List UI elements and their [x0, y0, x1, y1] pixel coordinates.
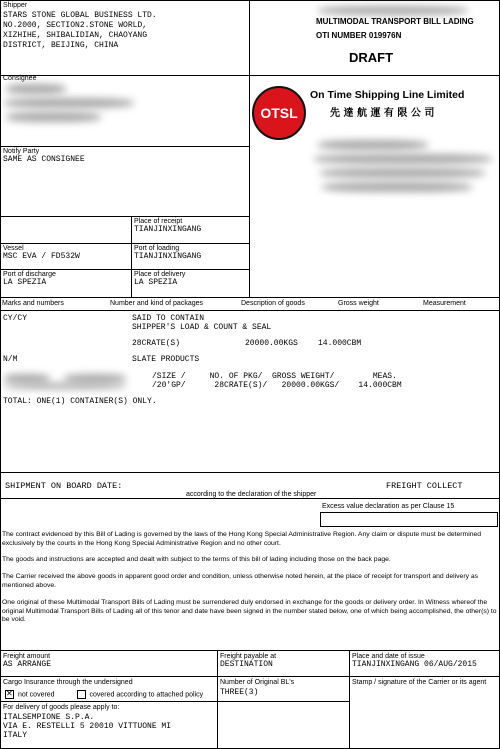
divider-receipt [0, 243, 249, 244]
redacted-container-3 [4, 383, 126, 389]
shipper-line-1: STARS STONE GLOBAL BUSINESS LTD. [3, 11, 157, 20]
divider-routing [0, 297, 500, 298]
redacted-carrier-4 [322, 182, 472, 192]
terms-received: The Carrier received the above goods in apparent good order and condition, unless otherwise noted herein, at the place of receipt for transport and delivery as mentioned above. [2, 573, 479, 589]
terms-acceptance: The goods and instructions are accepted and dealt with subject to the terms of this bill of lading including those on the back page. [2, 556, 391, 563]
cargo-marks-2: N/M [3, 355, 18, 364]
redacted-carrier-2 [314, 154, 492, 164]
freight-payable-value: DESTINATION [220, 660, 273, 669]
delivery-place-label: Place of delivery [134, 271, 186, 278]
shipper-line-3: XIZHIHE, SHIBALIDIAN, CHAOYANG [3, 31, 148, 40]
consignee-label: Consignee [3, 75, 37, 82]
vertical-divider-routing [131, 216, 132, 297]
header-kind: Number and kind of packages [110, 300, 203, 307]
vessel-value: MSC EVA / FD532W [3, 252, 80, 261]
delivery-line-2: VIA E. RESTELLI 5 20010 VITTUONE MI [3, 722, 172, 731]
vertical-divider-upper [249, 0, 250, 297]
discharge-label: Port of discharge [3, 271, 56, 278]
delivery-apply-label: For delivery of goods please apply to: [3, 704, 120, 711]
cargo-kgs: 20000.00KGS [245, 339, 298, 348]
carrier-name-cn: 先 達 航 運 有 限 公 司 [330, 108, 435, 119]
cargo-summary-row-2: /20'GP/ 28CRATE(S)/ 20000.00KGS/ 14.000CBM [152, 381, 402, 390]
shipper-line-4: DISTRICT, BEIJING, CHINA [3, 41, 119, 50]
onboard-date-label: SHIPMENT ON BOARD DATE: [5, 481, 123, 491]
shipper-label: Shipper [3, 2, 28, 9]
oti-number: OTI NUMBER 019976N [316, 31, 402, 40]
cargo-cbm: 14.000CBM [318, 339, 362, 348]
delivery-line-1: ITALSEMPIONE S.P.A. [3, 713, 95, 722]
draft-stamp: DRAFT [349, 50, 394, 65]
divider-terms [0, 650, 500, 651]
discharge-value: LA SPEZIA [3, 278, 47, 287]
terms-originals: One original of these Multimodal Transport Bills of Lading must be surrendered duly endorsed in exchange for the goods or delivery order. In Witness whereof the original Multimodal Transport Bills of Lading all of this tenor and date have been signed in the number stated below, one of which being accomplished, the other(s) to be void. [2, 599, 497, 623]
divider-notify [0, 216, 249, 217]
originals-value: THREE(3) [220, 688, 259, 697]
header-weight: Gross weight [338, 300, 379, 307]
excess-value-box [320, 512, 498, 527]
divider-cargo [0, 472, 500, 473]
originals-label: Number of Original BL's [220, 679, 295, 686]
notify-value: SAME AS CONSIGNEE [3, 155, 85, 164]
cargo-marks-1: CY/CY [3, 314, 28, 323]
shipper-line-2: NO.2000, SECTION2.STONE WORLD, [3, 21, 148, 30]
divider-cargo-headers [0, 310, 500, 311]
logo-text: OTSL [260, 105, 298, 121]
notify-label: Notify Party [3, 148, 40, 155]
divider-vessel [0, 269, 249, 270]
redacted-carrier-1 [318, 140, 428, 150]
cargo-total: TOTAL: ONE(1) CONTAINER(S) ONLY. [3, 397, 157, 406]
redacted-consignee-3 [6, 112, 101, 122]
freight-amount-value: AS ARRANGE [3, 660, 52, 669]
not-covered-label: not covered [18, 691, 55, 699]
covered-label: covered according to attached policy [89, 691, 204, 699]
loading-value: TIANJINXINGANG [134, 252, 202, 261]
redacted-consignee-1 [6, 84, 66, 94]
receipt-label: Place of receipt [134, 218, 183, 225]
delivery-place-value: LA SPEZIA [134, 278, 178, 287]
freight-collect: FREIGHT COLLECT [386, 481, 463, 491]
not-covered-checkbox[interactable] [5, 690, 14, 699]
divider-footer-2 [0, 701, 349, 702]
vessel-label: Vessel [3, 245, 24, 252]
cargo-product: SLATE PRODUCTS [132, 355, 200, 364]
terms-governing-law: The contract evidenced by this Bill of Lading is governed by the laws of the Hong Kong Special Administrative Region. Any claim or dispute must be determined exclusively by the courts in the Hong Kong Special Administrative Region and no other court. [2, 531, 482, 547]
top-border [0, 0, 500, 1]
otsl-logo [252, 86, 306, 140]
freight-payable-label: Freight payable at [220, 653, 277, 660]
redacted-carrier-3 [320, 168, 485, 178]
covered-checkbox[interactable] [77, 690, 86, 699]
cargo-crates: 28CRATE(S) [132, 339, 181, 348]
doc-title: MULTIMODAL TRANSPORT BILL LADING [316, 17, 474, 26]
loading-label: Port of loading [134, 245, 180, 252]
vertical-divider-footer-1 [217, 650, 218, 749]
delivery-line-3: ITALY [3, 731, 28, 740]
cargo-said: SAID TO CONTAIN [132, 314, 205, 323]
according-declaration: according to the declaration of the shipper [186, 491, 317, 498]
carrier-name: On Time Shipping Line Limited [310, 89, 465, 101]
header-measurement: Measurement [423, 300, 466, 307]
issue-value: TIANJINXINGANG 06/AUG/2015 [352, 660, 477, 669]
excess-value-label: Excess value declaration as per Clause 15 [322, 503, 455, 510]
issue-label: Place and date of issue [352, 653, 425, 660]
stamp-label: Stamp / signature of the Carrier or its agent [352, 679, 487, 686]
redacted-consignee-2 [4, 98, 134, 108]
header-description: Description of goods [241, 300, 305, 307]
vertical-divider-footer-2 [349, 650, 350, 749]
redacted-container-1 [4, 374, 50, 383]
insurance-options [5, 690, 203, 700]
freight-amount-label: Freight amount [3, 653, 51, 660]
redacted-bl-number [318, 6, 468, 15]
cargo-shipper-load: SHIPPER'S LOAD & COUNT & SEAL [132, 323, 272, 332]
insurance-label: Cargo Insurance through the undersigned [3, 679, 133, 686]
divider-footer-1 [0, 676, 500, 677]
divider-consignee [0, 146, 249, 147]
receipt-value: TIANJINXINGANG [134, 225, 202, 234]
left-border [0, 0, 1, 749]
redacted-container-2 [64, 374, 126, 383]
header-marks: Marks and numbers [2, 300, 64, 307]
divider-shipper [0, 75, 500, 76]
cargo-summary-row-1: /SIZE / NO. OF PKG/ GROSS WEIGHT/ MEAS. [152, 372, 397, 381]
